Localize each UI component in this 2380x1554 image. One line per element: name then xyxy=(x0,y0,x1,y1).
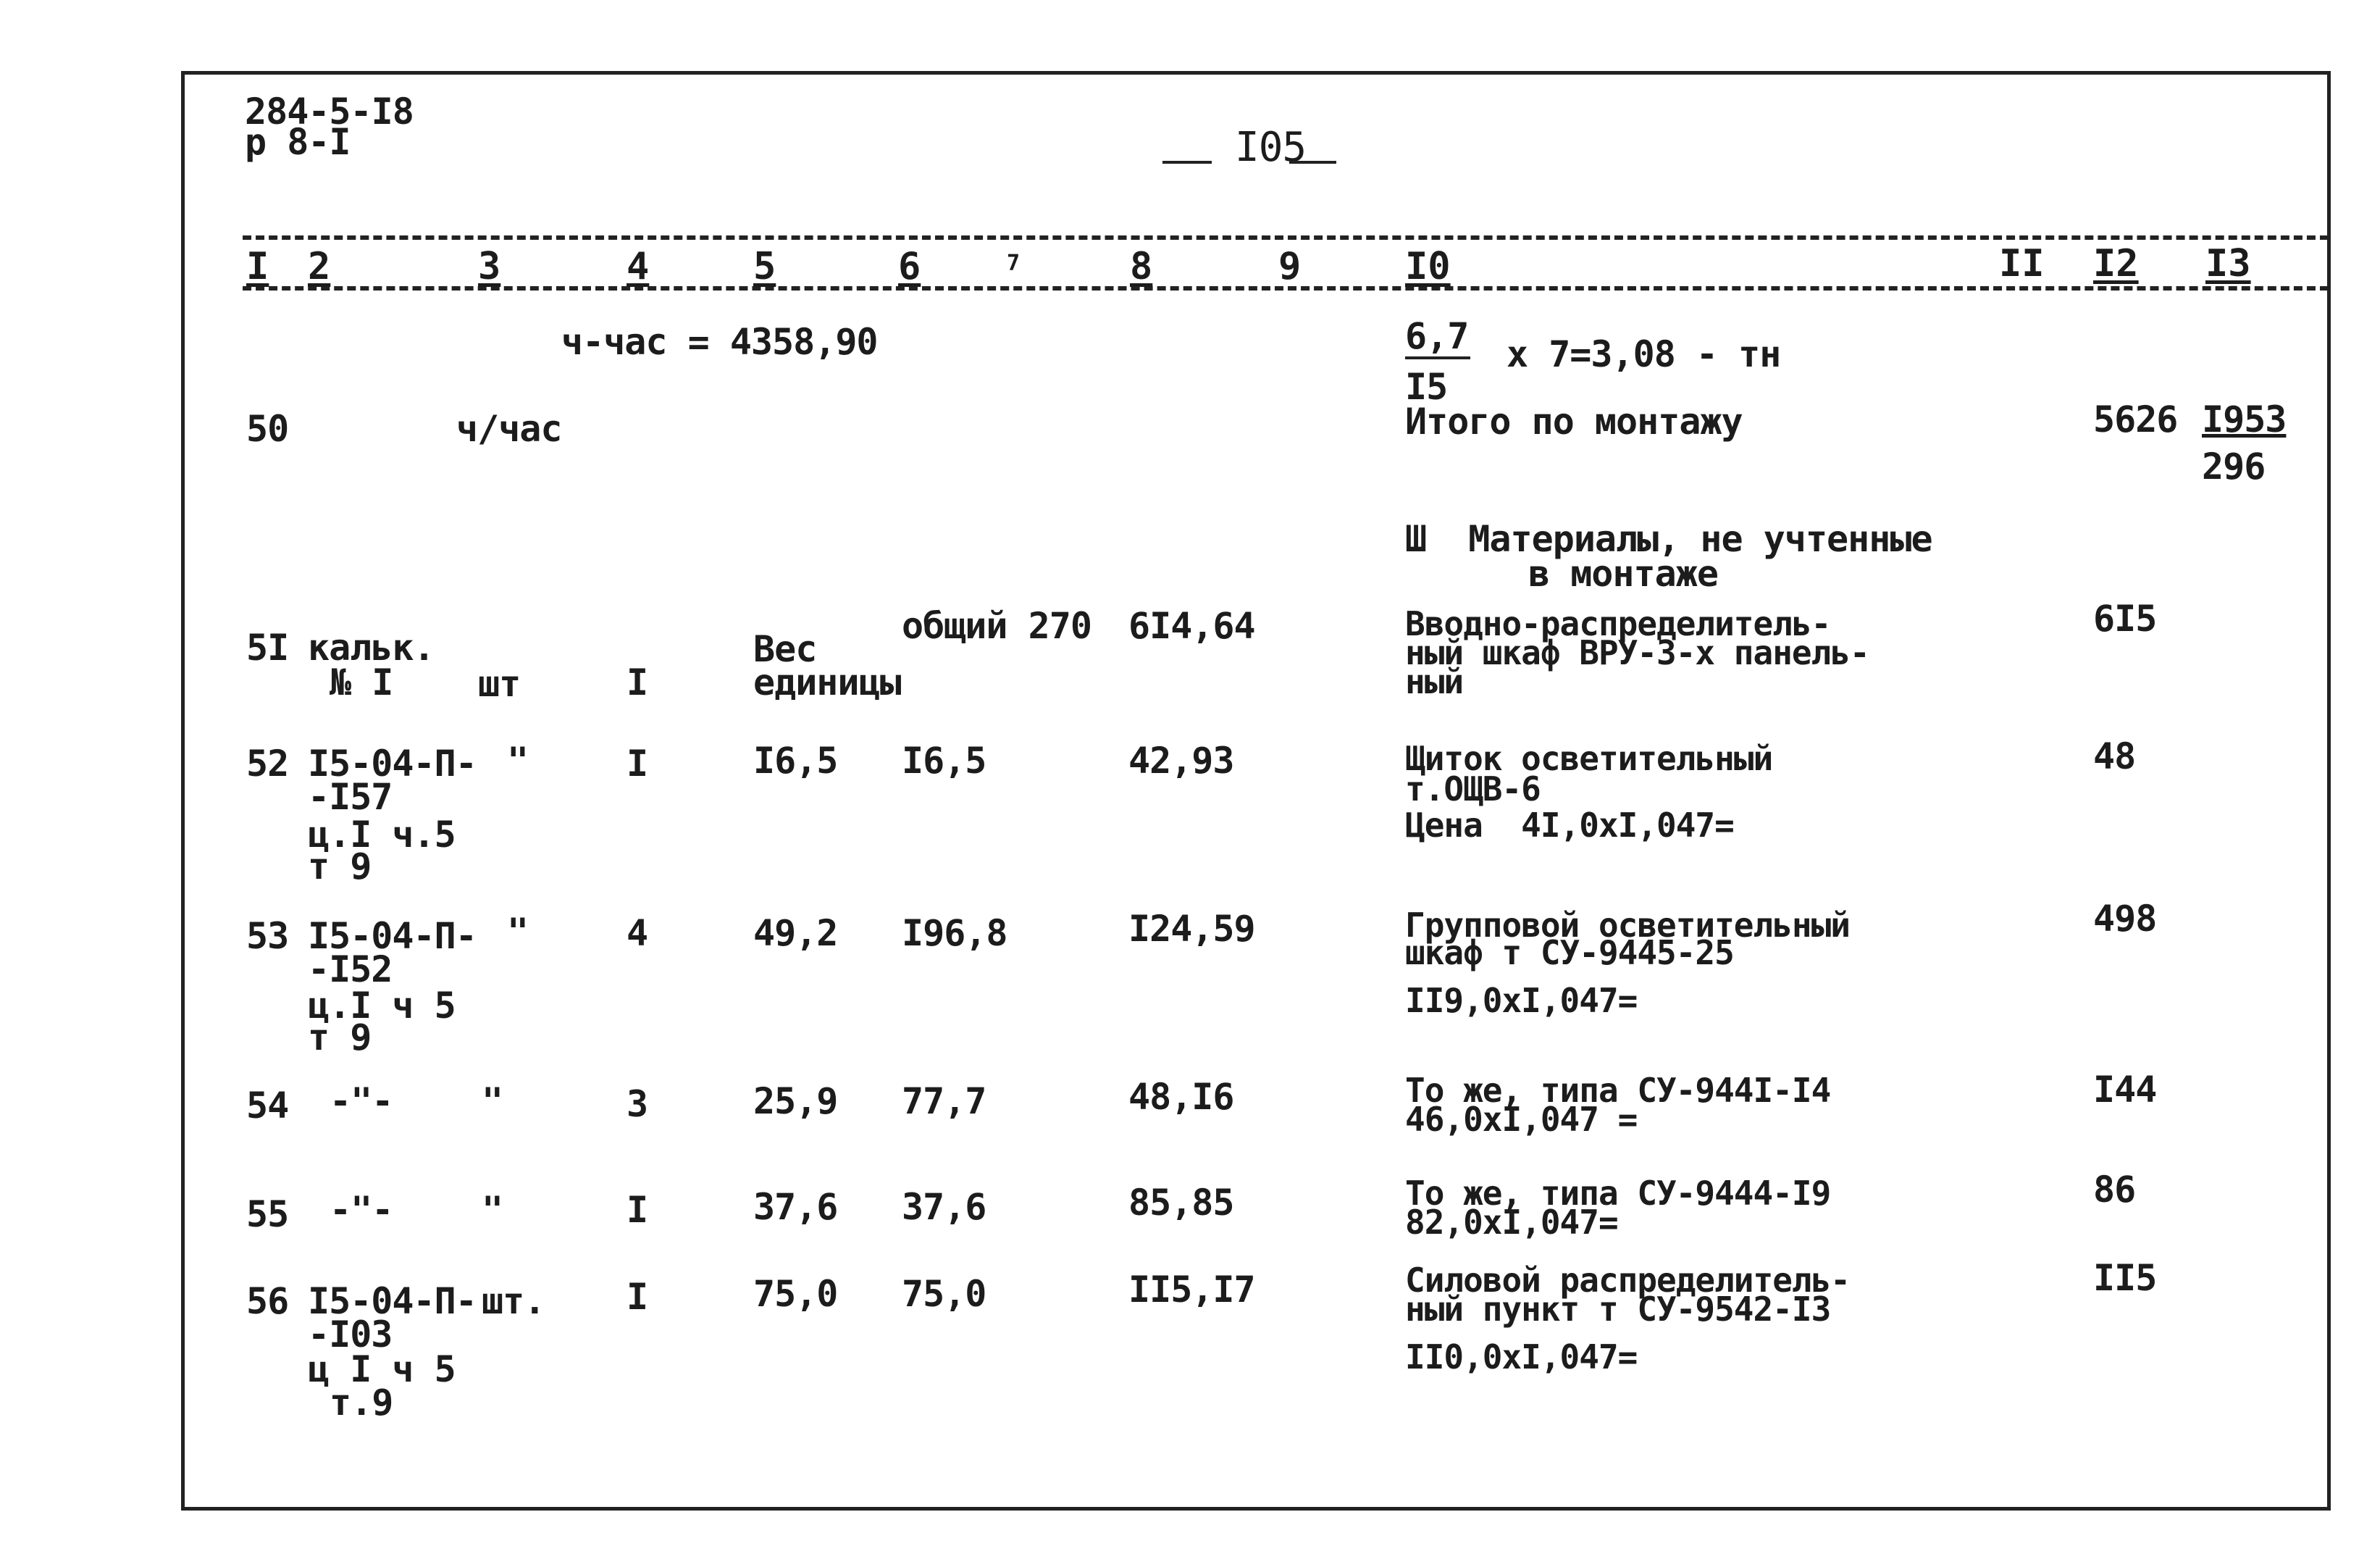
row-50-col13-denominator: 296 xyxy=(2202,446,2266,488)
column-number-6: 6 xyxy=(898,245,921,288)
row-54-number: 54 xyxy=(246,1085,289,1127)
row-50-description: Итого по монтажу xyxy=(1405,401,1743,443)
row-52-qty: I xyxy=(627,743,648,785)
column-number-5: 5 xyxy=(753,245,776,288)
page-number: I05 xyxy=(1235,124,1307,171)
row-50-number: 50 xyxy=(246,408,289,450)
row-55-number: 55 xyxy=(246,1193,289,1235)
row-53-total-weight: I96,8 xyxy=(902,912,1007,954)
row-52-unit-weight: I6,5 xyxy=(753,740,838,782)
row-56-total-weight: 75,0 xyxy=(902,1273,986,1315)
row-56-number: 56 xyxy=(246,1280,289,1322)
row-54-col12: I44 xyxy=(2093,1069,2157,1111)
row-55-description-line2: 82,0хI,047= xyxy=(1405,1203,1618,1242)
row-51-description-line2: ный шкаф ВРУ-3-х панель- xyxy=(1405,633,1869,672)
weight-fraction-bar xyxy=(1405,356,1470,359)
row-51-description-line1: Вводно-распределитель- xyxy=(1405,604,1831,643)
row-52-code-line2: -I57 xyxy=(308,776,393,818)
section-title-line2: в монтаже xyxy=(1528,553,1718,595)
row-51-unit-weight-line2: единицы xyxy=(753,661,901,703)
row-52-total-weight: I6,5 xyxy=(902,740,986,782)
page-number-dash-right xyxy=(1289,161,1336,164)
row-51-unit-weight: Вес xyxy=(753,628,817,670)
row-56-qty: I xyxy=(627,1276,648,1318)
column-number-9: 9 xyxy=(1278,245,1302,288)
row-55-col12: 86 xyxy=(2093,1169,2136,1211)
section-title-line1: Ш Материалы, не учтенные xyxy=(1405,518,1932,560)
row-53-unit-weight: 49,2 xyxy=(753,912,838,954)
row-55-total-weight: 37,6 xyxy=(902,1186,986,1228)
row-52-description-line1: Щиток осветительный xyxy=(1405,739,1773,778)
row-56-code-line3: ц I ч 5 xyxy=(308,1348,456,1390)
row-55-cost: 85,85 xyxy=(1128,1182,1234,1224)
row-53-description-line1: Групповой осветительный xyxy=(1405,906,1850,945)
row-50-col12: 5626 xyxy=(2093,398,2178,440)
column-number-13: I3 xyxy=(2205,242,2251,285)
row-56-col12: II5 xyxy=(2093,1257,2157,1299)
row-52-unit: " xyxy=(507,740,529,782)
row-55-description-line1: То же, типа СУ-9444-I9 xyxy=(1405,1174,1831,1213)
row-55-code: -"- xyxy=(330,1189,393,1231)
row-53-code: I5-04-П- xyxy=(308,915,477,957)
row-54-qty: 3 xyxy=(627,1083,648,1125)
column-number-3: 3 xyxy=(478,245,501,288)
row-52-description-line2: т.ОЩВ-6 xyxy=(1405,769,1541,809)
column-number-8: 8 xyxy=(1130,245,1153,288)
row-55-qty: I xyxy=(627,1189,648,1231)
row-56-unit: шт. xyxy=(482,1280,545,1322)
row-56-cost: II5,I7 xyxy=(1128,1269,1255,1311)
row-52-number: 52 xyxy=(246,743,289,785)
row-56-code-line4: т.9 xyxy=(330,1382,393,1424)
row-53-code-line3: ц.I ч 5 xyxy=(308,985,456,1027)
row-54-description-line1: То же, типа СУ-944I-I4 xyxy=(1405,1071,1831,1110)
row-54-cost: 48,I6 xyxy=(1128,1076,1234,1118)
row-51-description-line3: ный xyxy=(1405,662,1464,701)
row-53-cost: I24,59 xyxy=(1128,908,1255,950)
row-53-code-line4: т 9 xyxy=(308,1016,372,1058)
row-51-unit: шт xyxy=(478,663,521,705)
doc-code: 284-5-I8 xyxy=(245,91,414,133)
section-code: р 8-I xyxy=(245,121,351,163)
column-number-7: 7 xyxy=(1007,251,1021,276)
row-56-unit-weight: 75,0 xyxy=(753,1273,838,1315)
row-53-qty: 4 xyxy=(627,912,648,954)
column-number-4: 4 xyxy=(627,245,650,288)
man-hours-total: ч-час = 4358,90 xyxy=(561,321,878,363)
row-56-description-line2: ный пункт т СУ-9542-I3 xyxy=(1405,1290,1831,1329)
weight-fraction-denominator: I5 xyxy=(1405,366,1448,408)
row-50-col13-numerator: I953 xyxy=(2202,398,2287,440)
column-number-2: 2 xyxy=(308,245,331,288)
row-56-code: I5-04-П- xyxy=(308,1280,477,1322)
row-56-code-line2: -I03 xyxy=(308,1313,393,1355)
row-51-col12: 6I5 xyxy=(2093,598,2157,640)
column-number-1: I xyxy=(246,245,269,288)
row-54-unit-weight: 25,9 xyxy=(753,1080,838,1122)
row-55-unit: " xyxy=(482,1189,503,1231)
column-number-11: II xyxy=(1999,242,2045,285)
row-50-unit: ч/час xyxy=(456,408,562,450)
row-53-description-line2: шкаф т СУ-9445-25 xyxy=(1405,933,1734,972)
column-number-12: I2 xyxy=(2093,242,2139,285)
row-52-code-line3: ц.I ч.5 xyxy=(308,814,456,856)
column-strip-top-line xyxy=(243,235,2329,240)
row-56-description-line1: Силовой распределитель- xyxy=(1405,1261,1850,1300)
row-51-qty: I xyxy=(627,661,648,703)
row-53-col12: 498 xyxy=(2093,898,2157,940)
row-56-description-line3: II0,0хI,047= xyxy=(1405,1337,1638,1377)
row-54-total-weight: 77,7 xyxy=(902,1080,986,1122)
row-51-total-weight: общий 270 xyxy=(902,605,1091,647)
row-51-code-line2: № I xyxy=(330,661,393,703)
row-52-cost: 42,93 xyxy=(1128,740,1234,782)
weight-fraction-rest: х 7=3,08 - тн xyxy=(1507,333,1781,375)
row-54-code: -"- xyxy=(330,1080,393,1122)
row-52-description-line3: Цена 4I,0хI,047= xyxy=(1405,806,1734,845)
row-53-number: 53 xyxy=(246,915,289,957)
row-53-code-line2: -I52 xyxy=(308,948,393,990)
row-53-description-line3: II9,0хI,047= xyxy=(1405,981,1638,1020)
weight-fraction-numerator: 6,7 xyxy=(1405,315,1469,357)
row-54-description-line2: 46,0хI,047 = xyxy=(1405,1100,1638,1139)
page-number-dash-left xyxy=(1162,161,1212,164)
row-51-number: 5I xyxy=(246,627,289,669)
row-54-unit: " xyxy=(482,1080,503,1122)
row-52-code-line4: т 9 xyxy=(308,845,372,887)
row-52-code: I5-04-П- xyxy=(308,743,477,785)
row-51-cost: 6I4,64 xyxy=(1128,605,1255,647)
row-55-unit-weight: 37,6 xyxy=(753,1186,838,1228)
row-51-code: кальк. xyxy=(308,627,435,669)
column-number-10: I0 xyxy=(1405,245,1451,288)
row-52-col12: 48 xyxy=(2093,735,2136,777)
row-53-unit: " xyxy=(507,911,529,953)
